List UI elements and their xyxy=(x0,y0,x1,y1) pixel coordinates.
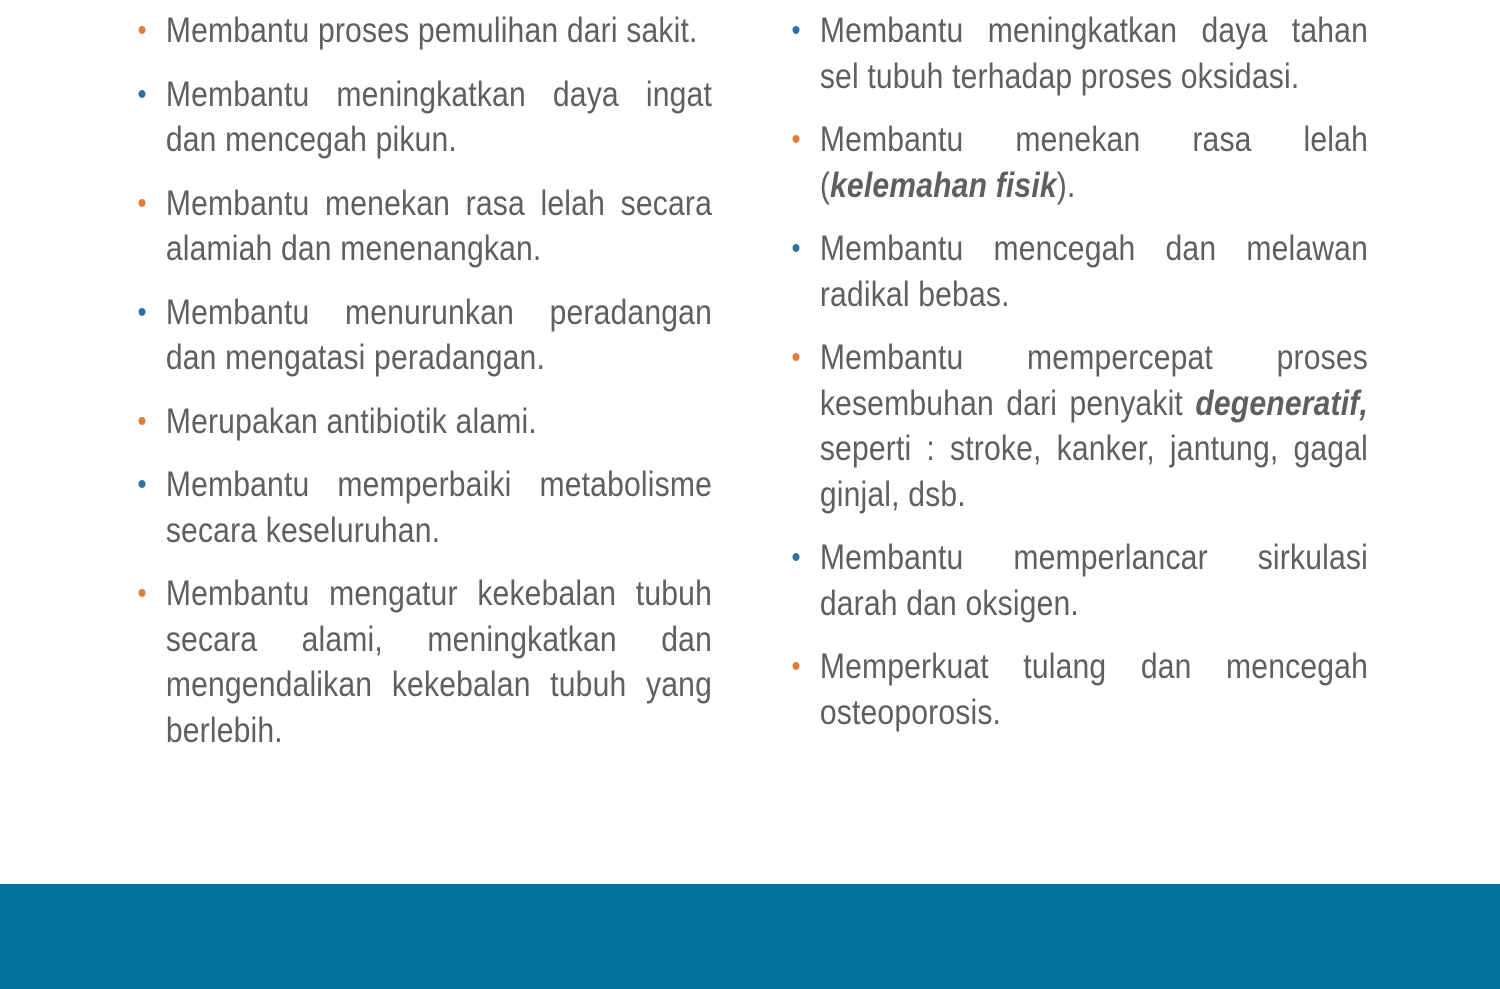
list-item xyxy=(134,181,712,272)
list-item-text: Membantu memperbaiki metabolisme secara keseluruhan. xyxy=(165,465,712,550)
list-item xyxy=(134,462,712,553)
list-item xyxy=(134,8,712,54)
footer-bar xyxy=(0,884,1500,989)
list-item-text: Membantu memperlancar sirkulasi darah dan oksigen. xyxy=(819,538,1368,623)
bullet-icon: • xyxy=(137,14,147,47)
list-item xyxy=(134,72,712,163)
bullet-icon: • xyxy=(791,650,801,683)
list-item xyxy=(788,535,1368,626)
list-item-text: Membantu menurunkan peradangan dan mengatasi peradangan. xyxy=(165,292,712,377)
bullet-icon: • xyxy=(137,577,147,610)
list-item xyxy=(788,335,1368,517)
bullet-icon: • xyxy=(791,232,801,265)
list-item-text-before: Membantu menekan rasa lelah ( xyxy=(819,120,1368,205)
list-item xyxy=(788,117,1368,208)
emphasis-text: kelemahan fisik xyxy=(830,165,1057,205)
list-item xyxy=(788,226,1368,317)
list-item xyxy=(788,644,1368,735)
bullet-icon: • xyxy=(137,468,147,501)
emphasis-text: degeneratif, xyxy=(1195,383,1368,423)
list-item-text: Membantu meningkatkan daya ingat dan mencegah pikun. xyxy=(165,74,712,159)
list-item-text-before: Membantu mempercepat proses kesembuhan dari penyakit xyxy=(819,338,1368,423)
bullet-icon: • xyxy=(791,14,801,47)
bullet-icon: • xyxy=(137,77,147,111)
list-item-text: Membantu mengatur kekebalan tubuh secara alami, meningkatkan dan mengendalikan kekebalan tubuh yang berlebih. xyxy=(165,574,712,750)
bullet-icon: • xyxy=(137,295,147,329)
list-item-text: Membantu mencegah dan melawan radikal bebas. xyxy=(819,229,1368,314)
bullet-icon: • xyxy=(791,341,801,374)
list-item xyxy=(134,571,712,753)
list-item-text: Membantu meningkatkan daya tahan sel tubuh terhadap proses oksidasi. xyxy=(819,11,1368,96)
benefits-list-left xyxy=(134,8,712,771)
benefits-list-right xyxy=(788,8,1368,753)
list-item-text: Membantu proses pemulihan dari sakit. xyxy=(165,11,698,50)
bullet-icon: • xyxy=(137,404,147,438)
bullet-icon: • xyxy=(137,186,147,220)
list-item xyxy=(788,8,1368,99)
list-item xyxy=(134,399,712,445)
list-item-text-after: seperti : stroke, kanker, jantung, gagal ginjal, dsb. xyxy=(819,429,1368,514)
list-item xyxy=(134,290,712,381)
list-item-text: Merupakan antibiotik alami. xyxy=(165,401,537,441)
list-item-text: Memperkuat tulang dan mencegah osteoporosis. xyxy=(819,647,1368,732)
bullet-icon: • xyxy=(791,123,801,156)
bullet-icon: • xyxy=(791,541,801,574)
list-item-text-after: ). xyxy=(1056,165,1076,205)
list-item-text: Membantu menekan rasa lelah secara alamiah dan menenangkan. xyxy=(165,183,712,268)
